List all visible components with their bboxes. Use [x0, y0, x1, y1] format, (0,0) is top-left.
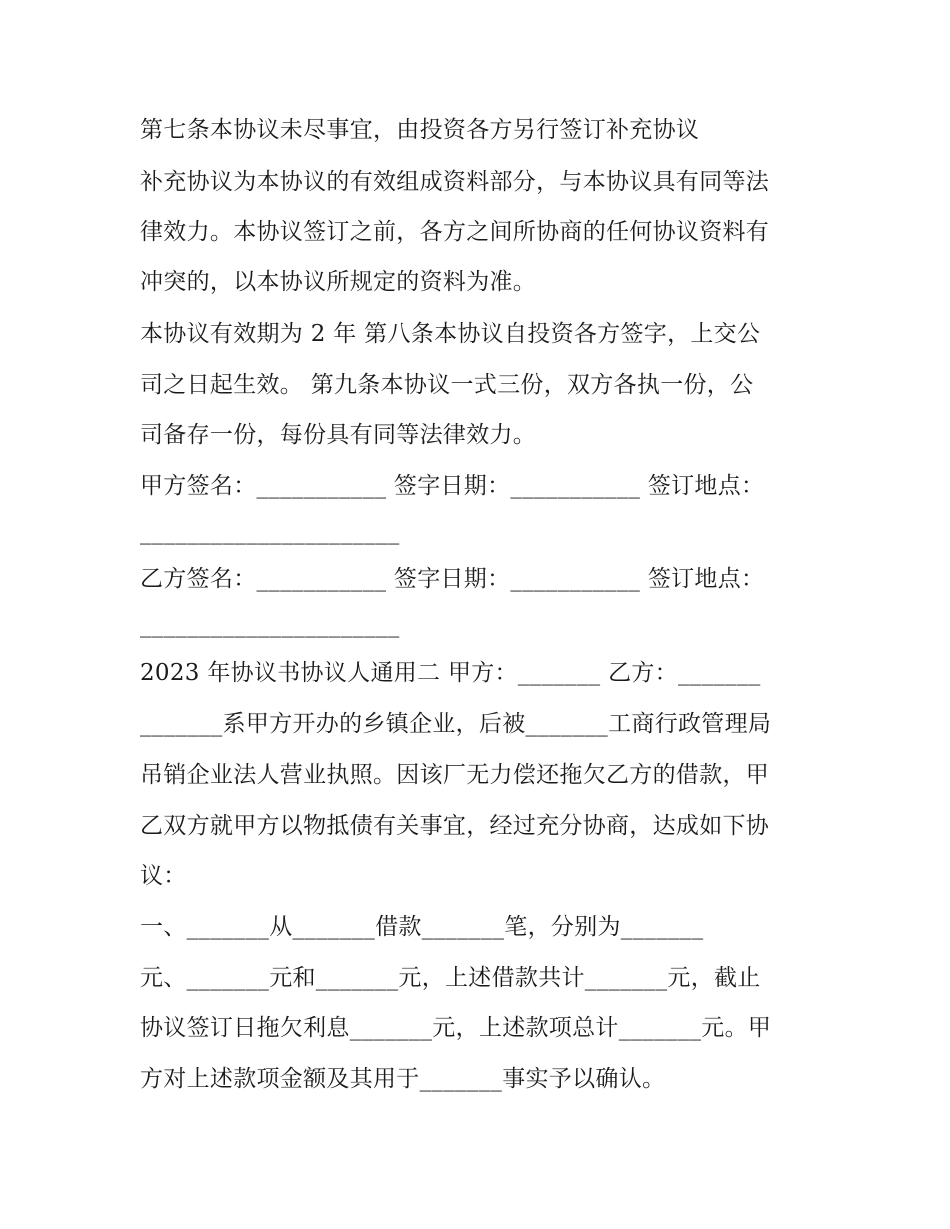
- clause-line: 元、_______元和_______元，上述借款共计_______元，截止: [140, 965, 761, 991]
- paragraph-line: 律效力。本协议签订之前，各方之间所协商的任何协议资料有: [140, 219, 770, 245]
- paragraph-line: 议：: [140, 863, 187, 889]
- signature-line-party-a: 甲方签名：___________ 签字日期：___________ 签订地点：: [140, 473, 765, 499]
- paragraph-line: 吊销企业法人营业执照。因该厂无力偿还拖欠乙方的借款，甲: [140, 762, 770, 788]
- paragraph-line: 第七条本协议未尽事宜，由投资各方另行签订补充协议: [140, 117, 700, 143]
- clause-line: 方对上述款项金额及其用于_______事实予以确认。: [140, 1066, 666, 1092]
- paragraph-line: 冲突的，以本协议所规定的资料为准。: [140, 269, 537, 295]
- paragraph-line: 补充协议为本协议的有效组成资料部分，与本协议具有同等法: [140, 169, 770, 195]
- clause-line: 一、_______从_______借款_______笔，分别为_______: [140, 914, 704, 940]
- paragraph-line: 乙双方就甲方以物抵债有关事宜，经过充分协商，达成如下协: [140, 813, 770, 839]
- signature-blank-party-a: ______________________: [140, 519, 400, 545]
- signature-blank-party-b: ______________________: [140, 612, 400, 638]
- paragraph-line: 司备存一份，每份具有同等法律效力。: [140, 422, 537, 448]
- paragraph-line: 本协议有效期为 2 年 第八条本协议自投资各方签字，上交公: [140, 321, 761, 347]
- clause-line: 协议签订日拖欠利息_______元，上述款项总计_______元。甲: [140, 1015, 772, 1041]
- signature-line-party-b: 乙方签名：___________ 签字日期：___________ 签订地点：: [140, 566, 765, 592]
- paragraph-line: 司之日起生效。 第九条本协议一式三份，双方各执一份，公: [140, 372, 754, 398]
- paragraph-line: _______系甲方开办的乡镇企业，后被_______工商行政管理局: [140, 711, 772, 737]
- section-heading-line: 2023 年协议书协议人通用二 甲方：_______ 乙方：_______: [140, 660, 761, 686]
